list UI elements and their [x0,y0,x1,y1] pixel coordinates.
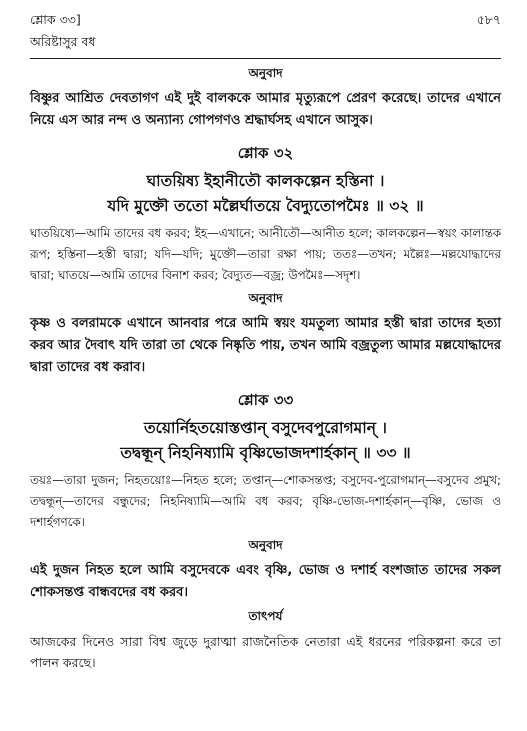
translation-heading-1: অনুবাদ [248,66,283,80]
verse-33-translation-heading: অনুবাদ [248,538,283,552]
verse-33-title: শ্লোক ৩৩ [237,391,294,409]
verse-32-translation: কৃষ্ণ ও বলরামকে এখানে আনবার পরে আমি স্বয়ং যমতুল্য আমার হস্তী দ্বারা তাদের হত্যা করব আর দৈবাৎ যদি তারা তা থেকে নিষ্কৃতি পায়, তখন আমি বজ্রতুল্য আমার মল্লযোদ্ধাদের দ্বারা তাদের বধ করাব। [30,316,501,375]
header-verse-ref: শ্লোক ৩৩] [30,12,81,27]
verse-32-translation-heading: অনুবাদ [248,291,283,305]
translation-text-1: বিষ্ণুর আশ্রিত দেবতাগণ এই দুই বালককে আমার মৃত্যুরূপে প্রেরণ করেছে। তাদের এখানে নিয়ে এস আর নন্দ ও অন্যান্য গোপগণও শ্রদ্ধার্ঘসহ এখানে আসুক। [30,91,501,128]
purport-text: আজকের দিনেও সারা বিশ্ব জুড়ে দুরাত্মা রাজনৈতিক নেতারা এই ধরনের পরিকল্পনা করে তা পালন করছে। [30,634,501,670]
running-header [30,12,501,34]
header-rule [30,58,501,59]
header-page-number: ৫৮৭ [476,12,501,27]
purport-heading: তাৎপর্য [248,609,283,623]
header-chapter-title: অরিষ্টাসুর বধ [30,34,96,49]
verse-32-title: শ্লোক ৩২ [237,144,294,162]
verse-33-line-1: তয়োর্নিহতয়োস্তপ্তান্ বসুদেবপুরোগমান্ । [144,419,387,437]
verse-33-translation: এই দুজন নিহত হলে আমি বসুদেবকে এবং বৃষ্ণি, ভোজ ও দশার্হ বংশজাত তাদের সকল শোকসন্তপ্ত বান্ধবদের বধ করব। [30,563,501,600]
verse-32-synonyms: ঘাতয়িষ্যে—আমি তাদের বধ করব; ইহ—এখানে; আনীতৌ—আনীত হলে; কালকল্পেন—স্বয়ং কালান্তক রূপ; হস্তিনা—হস্তী দ্বারা; যদি—যদি; মুক্তৌ—তারা রক্ষা পায়; ততঃ—তখন; মল্লৈঃ—মল্লযোদ্ধাদের দ্বারা; ঘাতয়ে—আমি তাদের বিনাশ করব; বৈদ্যুত—বজ্র; উপমৈঃ—সদৃশ। [30,226,501,282]
verse-32-line-2: যদি মুক্তৌ ততো মল্লৈর্ঘাতয়ে বৈদ্যুতোপমৈঃ ॥ ৩২ ॥ [107,197,424,215]
verse-33-synonyms: তয়ঃ—তারা দুজন; নিহতয়োঃ—নিহত হলে; তপ্তান্—শোকসন্তপ্ত; বসুদেব-পুরোগমান্—বসুদেব প্রমুখ; তদ্বন্ধূন্—তাদের বন্ধুদের; নিহনিষ্যামি—আমি বধ করব; বৃষ্ণি-ভোজ-দশার্হকান্—বৃষ্ণি, ভোজ ও দশার্হগণকে। [30,473,501,529]
verse-33-line-2: তদ্বন্ধূন্ নিহনিষ্যামি বৃষ্ণিভোজদশার্হকান্ ॥ ৩৩ ॥ [120,444,411,462]
verse-32-line-1: ঘাতয়িষ্য ইহানীতৌ কালকল্পেন হস্তিনা । [146,172,385,190]
